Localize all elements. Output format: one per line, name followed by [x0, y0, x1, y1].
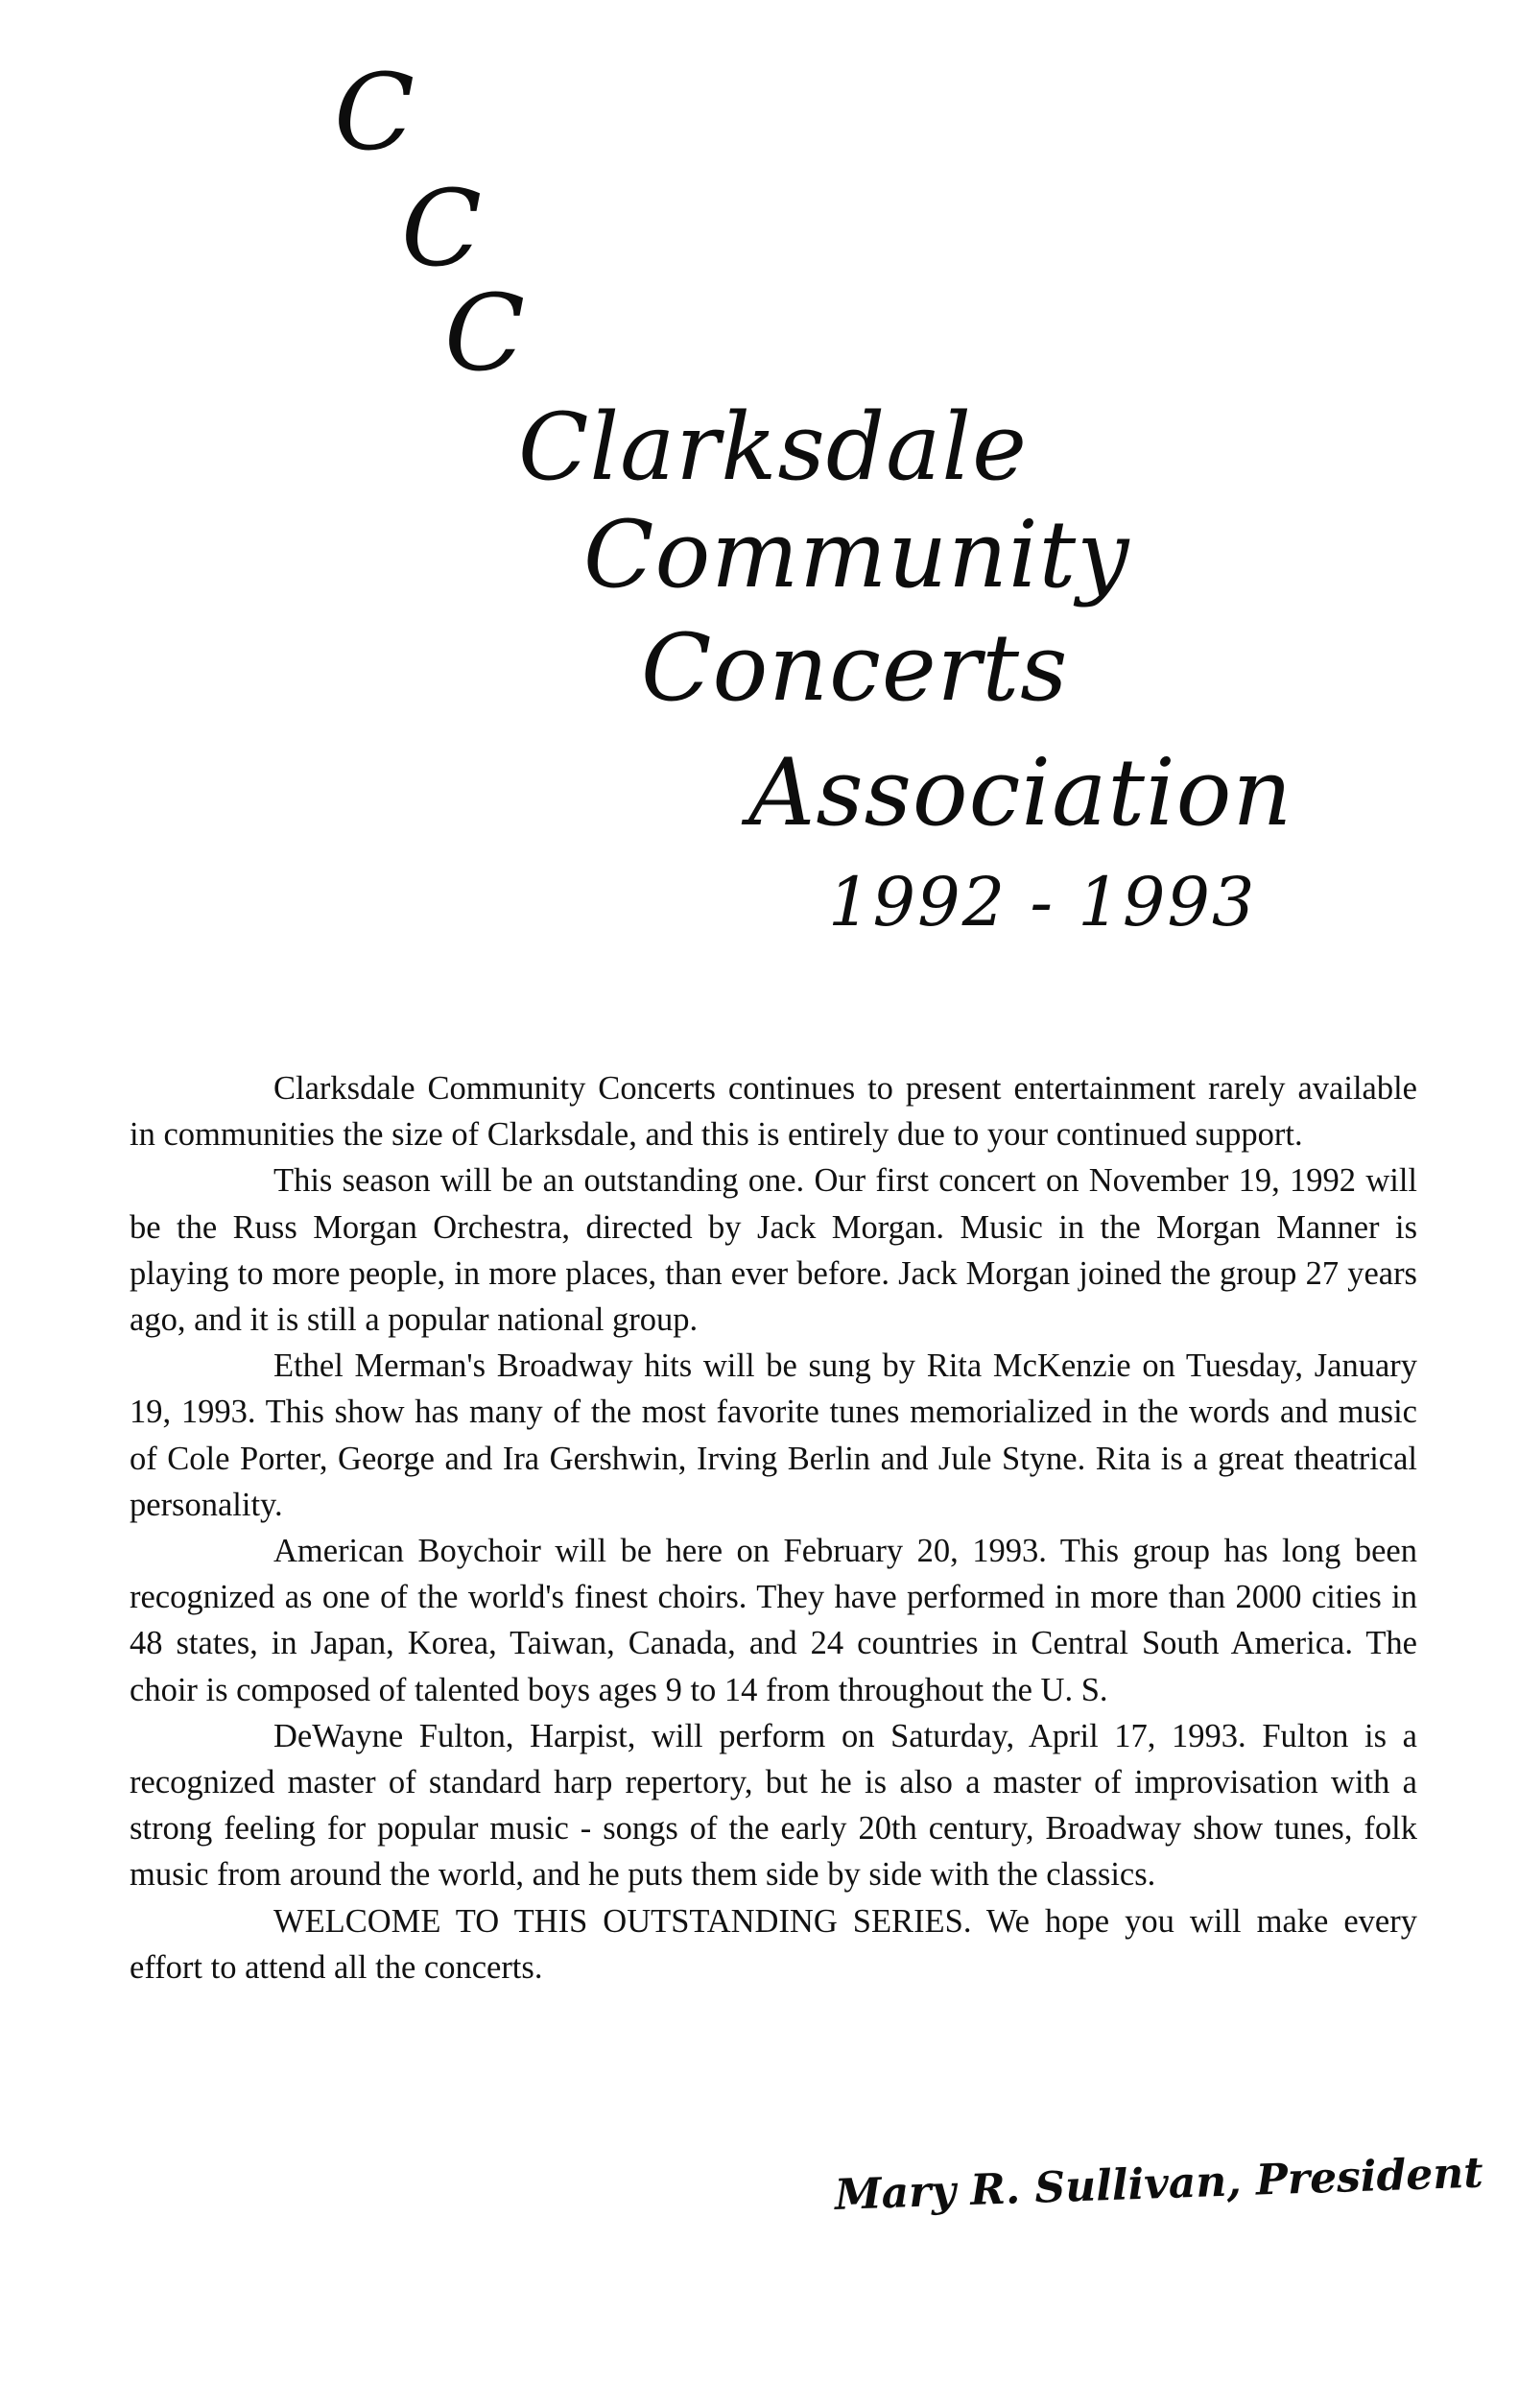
paragraph-russ-morgan: This season will be an outstanding one. Our first concert on November 19, 1992 will be the Russ Morgan Orchestra, directed by Jack Morgan. Music in the Morgan Manner is playing to more people, in more places, than ever before. Jack Morgan joined the group 27 years ago, and it is still a popular national group.	[130, 1162, 1417, 1339]
paragraph-intro: Clarksdale Community Concerts continues to present entertainment rarely available in communities the size of Clarksdale, and this is entirely due to your continued support.	[130, 1070, 1417, 1154]
org-name-community: Community	[583, 501, 1130, 608]
paragraph-welcome: WELCOME TO THIS OUTSTANDING SERIES. We hope you will make every effort to attend all the concerts.	[130, 1902, 1417, 1986]
season-years: 1992 - 1993	[828, 863, 1257, 942]
paragraph-dewayne-fulton: DeWayne Fulton, Harpist, will perform on Saturday, April 17, 1993. Fulton is a recognized master of standard harp repertory, but he is also a master of improvisation with a strong feeling for popular music - songs of the early 20th century, Broadway show tunes, folk music from around the world, and he puts them side by side with the classics.	[130, 1717, 1417, 1894]
org-name-association: Association	[748, 739, 1293, 846]
signature: Mary R. Sullivan, President	[834, 2148, 1484, 2220]
monogram-c-3: C	[444, 272, 526, 394]
paragraph-american-boychoir: American Boychoir will be here on February 20, 1993. This group has long been recognized as one of the world's finest choirs. They have performed in more than 2000 cities in 48 states, in Japan, Korea, Taiwan, Canada, and 24 countries in Central South America. The choir is composed of talented boys ages 9 to 14 from throughout the U. S.	[130, 1533, 1417, 1708]
org-name-clarksdale: Clarksdale	[518, 393, 1028, 501]
monogram-c-1: C	[334, 51, 415, 174]
letter-body	[130, 1065, 1417, 1991]
org-name-concerts: Concerts	[641, 614, 1069, 722]
monogram-c-2: C	[401, 167, 483, 290]
paragraph-rita-mckenzie: Ethel Merman's Broadway hits will be sung by Rita McKenzie on Tuesday, January 19, 1993. This show has many of the most favorite tunes memorialized in the words and music of Cole Porter, George and Ira Gershwin, Irving Berlin and Jule Styne. Rita is a great theatrical personality.	[130, 1347, 1417, 1523]
